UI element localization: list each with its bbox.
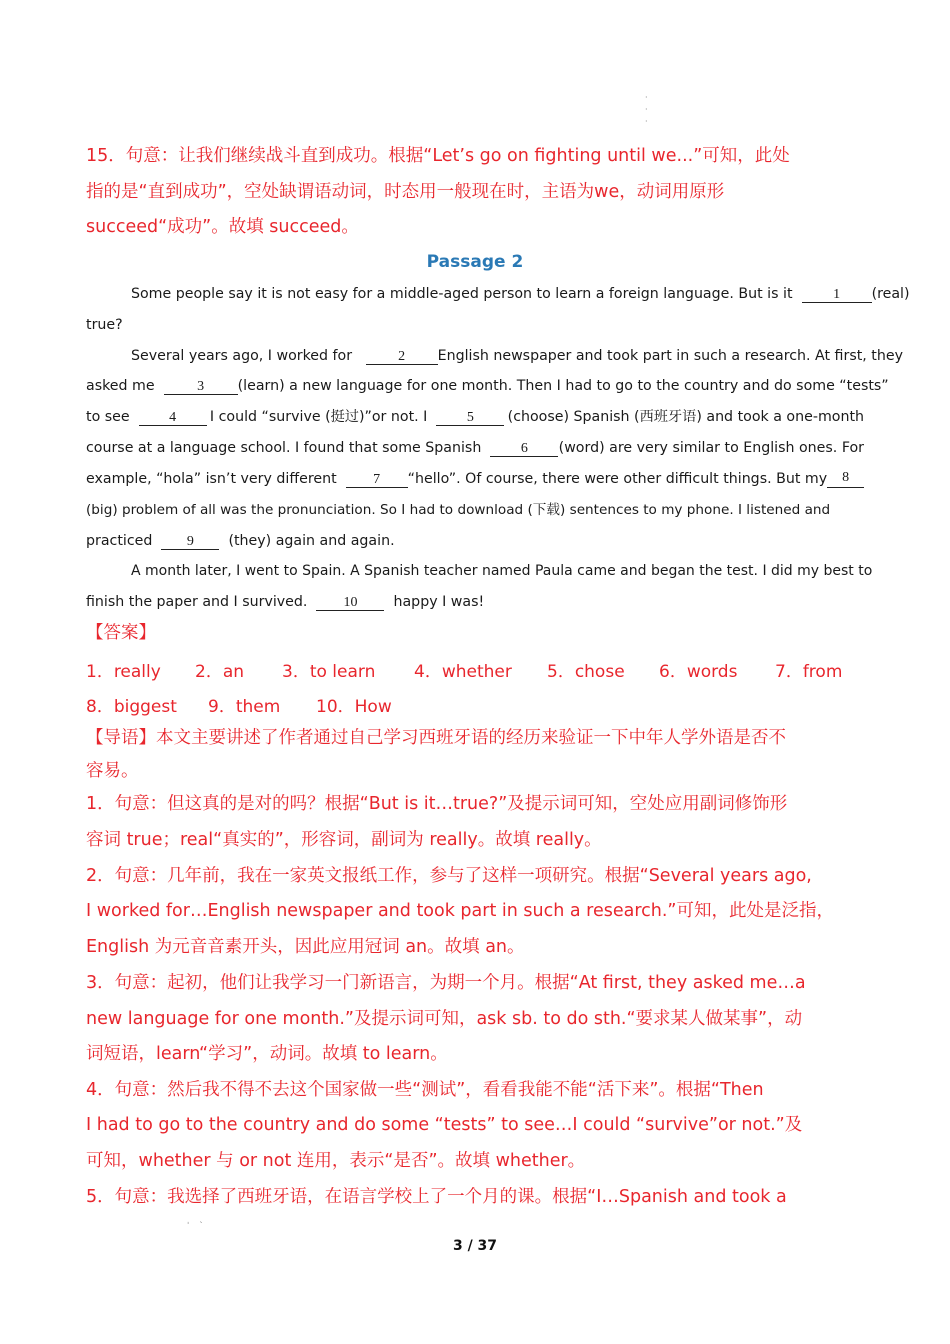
answer-9: 9．them — [208, 697, 281, 717]
answer-4: 4．whether — [414, 662, 512, 682]
answer-10: 10．How — [316, 697, 392, 717]
passage-title: Passage 2 — [426, 252, 524, 272]
passage-line-7: example, “hola” isn’t very different 7 “hello”. Of course, there were other difficult things. But my 8 — [86, 470, 864, 488]
blank-6[interactable]: 6 — [490, 441, 558, 457]
intro-line-1: 【导语】本文主要讲述了作者通过自己学习西班牙语的经历来验证一下中年人学外语是否不 — [86, 728, 786, 748]
q15-line-1: 15．句意：让我们继续战斗直到成功。根据“Let’s go on fighting until we...”可知，此处 — [86, 146, 790, 166]
explanation-2-line-3: English 为元音音素开头，因此应用冠词 an。故填 an。 — [86, 937, 525, 957]
blank-2[interactable]: 2 — [366, 349, 438, 365]
blank-4[interactable]: 4 — [139, 410, 207, 426]
passage-line-8: (big) problem of all was the pronunciation. So I had to download (下载) sentences to my phone. I listened and — [86, 502, 831, 518]
blank-10[interactable]: 10 — [316, 595, 384, 611]
answer-3: 3．to learn — [282, 662, 376, 682]
q15-line-3: succeed“成功”。故填 succeed。 — [86, 217, 359, 237]
q15-line-2: 指的是“直到成功”，空处缺谓语动词，时态用一般现在时，主语为we，动词用原形 — [86, 182, 725, 202]
blank-3[interactable]: 3 — [164, 379, 238, 395]
answer-8: 8．biggest — [86, 697, 177, 717]
explanation-4-line-1: 4．句意：然后我不得不去这个国家做一些“测试”，看看我能不能“活下来”。根据“Then — [86, 1080, 764, 1100]
blank-5[interactable]: 5 — [436, 410, 504, 426]
blank-9[interactable]: 9 — [161, 534, 219, 550]
answer-1: 1．really — [86, 662, 161, 682]
blank-7[interactable]: 7 — [346, 472, 408, 488]
explanation-5-line-1: 5．句意：我选择了西班牙语，在语言学校上了一个月的课。根据“I…Spanish and took a — [86, 1187, 787, 1207]
blank-1[interactable]: 1 — [802, 287, 872, 303]
explanation-3-line-3: 词短语，learn“学习”，动词。故填 to learn。 — [86, 1044, 448, 1064]
passage-line-9: practiced 9 (they) again and again. — [86, 533, 395, 549]
page-number: 3 / 37 — [452, 1238, 498, 1254]
answer-5: 5．chose — [547, 662, 625, 682]
explanation-3-line-2: new language for one month.”及提示词可知，ask sb. to do sth.“要求某人做某事”，动 — [86, 1009, 803, 1029]
scan-artifact-marks: ˈ ˋ — [187, 1221, 204, 1230]
passage-line-10: A month later, I went to Spain. A Spanish teacher named Paula came and began the test. I did my best to — [131, 563, 873, 579]
passage-line-6: course at a language school. I found that some Spanish 6 (word) are very similar to English ones. For — [86, 440, 864, 456]
explanation-4-line-3: 可知，whether 与 or not 连用，表示“是否”。故填 whether。 — [86, 1151, 586, 1171]
answer-2: 2．an — [195, 662, 245, 682]
passage-line-2: true? — [86, 317, 123, 333]
passage-line-5: to see 4 I could “survive (挺过)”or not. I 5 (choose) Spanish (西班牙语) and took a one-month — [86, 409, 864, 425]
scan-artifact-dots: · · · — [645, 93, 648, 126]
passage-line-11: finish the paper and I survived. 10 happy I was! — [86, 594, 485, 610]
explanation-3-line-1: 3．句意：起初，他们让我学习一门新语言，为期一个月。根据“At first, they asked me…a — [86, 973, 806, 993]
answer-6: 6．words — [659, 662, 738, 682]
answer-7: 7．from — [775, 662, 843, 682]
passage-line-1: Some people say it is not easy for a middle-aged person to learn a foreign language. But is it 1 (real) — [131, 286, 910, 302]
explanation-1-line-2: 容词 true；real“真实的”，形容词，副词为 really。故填 really。 — [86, 830, 602, 850]
explanation-4-line-2: I had to go to the country and do some “tests” to see…I could “survive”or not.”及 — [86, 1115, 803, 1135]
intro-line-2: 容易。 — [86, 761, 139, 781]
explanation-2-line-2: I worked for…English newspaper and took part in such a research.”可知，此处是泛指， — [86, 901, 834, 921]
explanation-1-line-1: 1．句意：但这真的是对的吗？根据“But is it…true?”及提示词可知，空处应用副词修饰形 — [86, 794, 788, 814]
blank-8[interactable]: 8 — [827, 470, 864, 488]
passage-line-4: asked me 3 (learn) a new language for one month. Then I had to go to the country and do some “tests” — [86, 378, 889, 394]
answer-heading: 【答案】 — [86, 623, 156, 643]
explanation-2-line-1: 2．句意：几年前，我在一家英文报纸工作，参与了这样一项研究。根据“Several years ago, — [86, 866, 812, 886]
passage-line-3: Several years ago, I worked for 2 English newspaper and took part in such a research. At first, they — [131, 348, 903, 364]
